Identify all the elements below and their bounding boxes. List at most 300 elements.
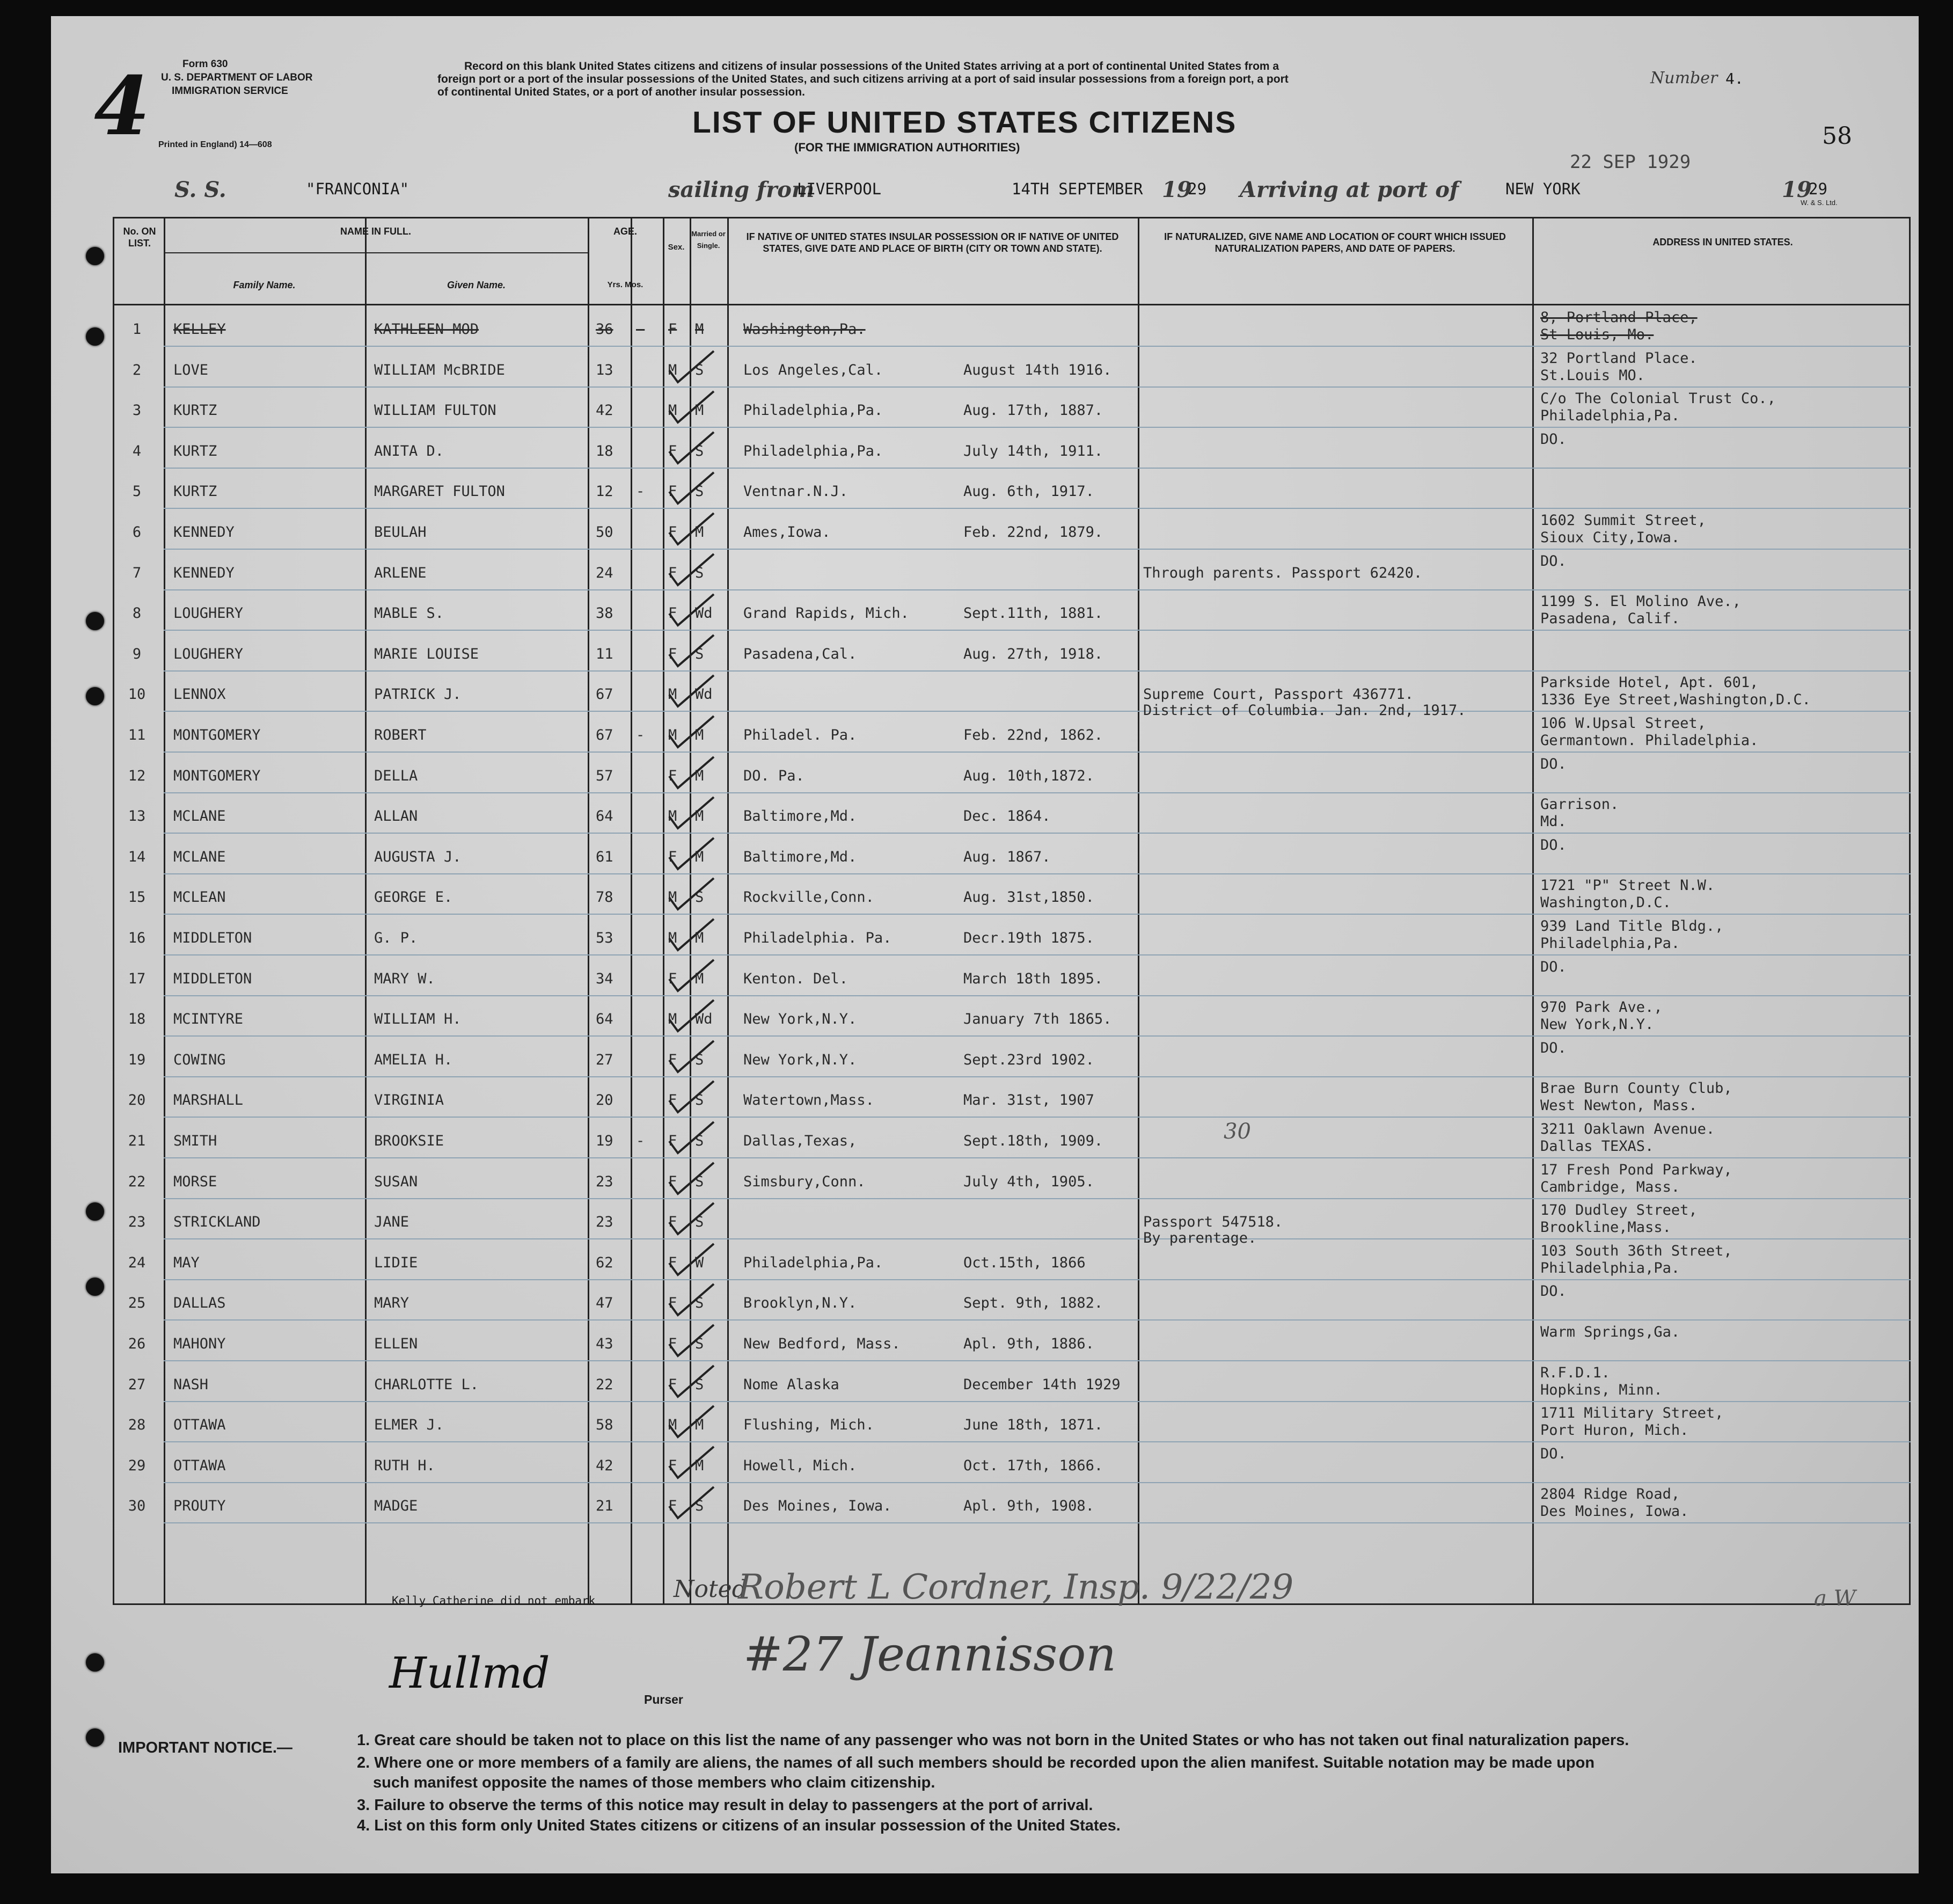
row-number: 28	[128, 1417, 146, 1434]
address-line-2: Cambridge, Mass.	[1540, 1178, 1680, 1195]
sex: F	[668, 442, 677, 459]
birth-date: Sept. 9th, 1882.	[963, 1295, 1103, 1312]
given-name: GEORGE E.	[374, 889, 453, 906]
family-name: LOVE	[173, 361, 209, 378]
age-months: -	[636, 1133, 645, 1149]
birth-place: Grand Rapids, Mich.	[743, 605, 909, 622]
family-name: COWING	[173, 1051, 226, 1068]
birth-date: December 14th 1929	[963, 1376, 1121, 1393]
birth-place: Ventnar.N.J.	[743, 483, 849, 500]
table-row	[51, 1118, 1911, 1158]
age-years: 50	[596, 524, 613, 541]
table-row	[51, 874, 1911, 915]
checkmark-icon	[668, 876, 716, 914]
address-line-2: Brookline,Mass.	[1540, 1219, 1671, 1236]
family-name: OTTAWA	[173, 1417, 226, 1434]
address-line-1: R.F.D.1.	[1540, 1364, 1611, 1381]
checkmark-icon	[668, 511, 716, 549]
family-name: LOUGHERY	[173, 645, 244, 662]
age-years: 23	[596, 1214, 613, 1231]
birth-date: Mar. 31st, 1907	[963, 1092, 1094, 1109]
checkmark-icon	[668, 1039, 716, 1076]
row-number: 21	[128, 1133, 146, 1149]
marital-status: M	[695, 402, 704, 419]
address-line-2: New York,N.Y.	[1540, 1016, 1654, 1033]
naturalization-info-2: District of Columbia. Jan. 2nd, 1917.	[1143, 702, 1466, 719]
birth-place: Kenton. Del.	[743, 970, 849, 987]
row-number: 30	[128, 1498, 146, 1515]
notice-item: 3. Failure to observe the terms of this notice may result in delay to passengers at the port of arrival.	[357, 1797, 1093, 1814]
birth-place: Los Angeles,Cal.	[743, 361, 883, 378]
inspector-signature: Robert L Cordner, Insp. 9/22/29	[738, 1567, 1294, 1607]
address-line-1: 170 Dudley Street,	[1540, 1202, 1698, 1219]
birth-place: Watertown,Mass.	[743, 1092, 874, 1109]
family-name: MIDDLETON	[173, 930, 252, 946]
birth-place: Washington,Pa.	[743, 321, 866, 338]
age-years: 57	[596, 767, 613, 784]
birth-place: Flushing, Mich.	[743, 1417, 874, 1434]
birth-date: Feb. 22nd, 1862.	[963, 727, 1103, 743]
given-name: WILLIAM FULTON	[374, 402, 496, 419]
birth-place: New York,N.Y.	[743, 1011, 857, 1028]
address-line-1: Brae Burn County Club,	[1540, 1080, 1732, 1097]
notice-item: 2. Where one or more members of a family are aliens, the names of all such members should be recorded upon the alien manifest. Suitable notation may be made upon	[357, 1754, 1595, 1771]
sex: M	[668, 402, 677, 419]
given-name: BROOKSIE	[374, 1133, 444, 1149]
col-header-no: No. ON LIST.	[123, 226, 156, 249]
birth-date: Sept.23rd 1902.	[963, 1051, 1094, 1068]
birth-date: Apl. 9th, 1908.	[963, 1498, 1094, 1515]
family-name: MIDDLETON	[173, 970, 252, 987]
sail-year: 29	[1188, 180, 1206, 198]
marital-status: S	[695, 1336, 704, 1352]
punch-hole	[86, 1728, 104, 1747]
row-number: 7	[132, 564, 142, 581]
table-row	[51, 753, 1911, 793]
table-row	[51, 509, 1911, 550]
family-name: MAHONY	[173, 1336, 226, 1352]
given-name: KATHLEEN MOD	[374, 321, 479, 338]
row-number: 25	[128, 1295, 146, 1312]
purser-signature: #27 Jeannisson	[743, 1626, 1116, 1682]
sex: F	[668, 1376, 677, 1393]
sex: F	[668, 1336, 677, 1352]
address-line-1: 17 Fresh Pond Parkway,	[1540, 1161, 1732, 1178]
given-name: VIRGINIA	[374, 1092, 444, 1109]
col-header-sex: Sex.	[668, 243, 685, 252]
row-number: 14	[128, 848, 146, 865]
address-line-2: Sioux City,Iowa.	[1540, 529, 1680, 546]
address-line-2: St.Louis MO.	[1540, 367, 1645, 384]
birth-date: Sept.18th, 1909.	[963, 1133, 1103, 1149]
count-mark: 30	[1224, 1119, 1251, 1144]
marital-status: M	[695, 1417, 704, 1434]
birth-place: Des Moines, Iowa.	[743, 1498, 892, 1515]
address-line-1: Parkside Hotel, Apt. 601,	[1540, 674, 1759, 691]
checkmark-icon	[668, 389, 716, 427]
age-years: 78	[596, 889, 613, 906]
checkmark-icon	[668, 755, 716, 792]
purser-label: Purser	[644, 1693, 683, 1706]
row-number: 1	[132, 321, 142, 338]
year-prefix: 19	[1162, 177, 1192, 202]
address-line-2: West Newton, Mass.	[1540, 1097, 1698, 1114]
family-name: MCLEAN	[173, 889, 226, 906]
table-row	[51, 590, 1911, 631]
birth-place: Pasadena,Cal.	[743, 645, 857, 662]
col-header-address: ADDRESS IN UNITED STATES.	[1652, 237, 1793, 247]
birth-place: Philadelphia,Pa.	[743, 402, 883, 419]
marital-status: S	[695, 442, 704, 459]
table-row	[51, 1239, 1911, 1280]
age-years: 58	[596, 1417, 613, 1434]
family-name: PROUTY	[173, 1498, 226, 1515]
birth-date: Feb. 22nd, 1879.	[963, 524, 1103, 541]
given-name: AUGUSTA J.	[374, 848, 462, 865]
birth-date: Aug. 10th,1872.	[963, 767, 1094, 784]
arrival-port: NEW YORK	[1505, 180, 1581, 198]
page-subtitle: (FOR THE IMMIGRATION AUTHORITIES)	[794, 141, 1020, 154]
table-row	[51, 428, 1911, 469]
instruction-line: foreign port or a port of the insular possessions of the United States, and such citizens arriving at a port of said insular possessions from a foreign port, a port	[437, 73, 1289, 85]
row-number: 22	[128, 1173, 146, 1190]
marital-status: S	[695, 361, 704, 378]
checkmark-icon	[668, 795, 716, 833]
row-number: 19	[128, 1051, 146, 1068]
given-name: ALLAN	[374, 808, 418, 825]
table-row	[51, 468, 1911, 509]
purser-signature-mark: Hullmd	[389, 1648, 550, 1698]
given-name: MARY	[374, 1295, 409, 1312]
family-name: LOUGHERY	[173, 605, 244, 622]
age-years: 24	[596, 564, 613, 581]
ss-label: S. S.	[174, 177, 226, 202]
table-header-rule	[113, 304, 1911, 305]
checkmark-icon	[668, 1445, 716, 1482]
checkmark-icon	[668, 1120, 716, 1157]
arriving-label: Arriving at port of	[1240, 177, 1459, 202]
birth-date: Apl. 9th, 1886.	[963, 1336, 1094, 1352]
address-line-1: 2804 Ridge Road,	[1540, 1486, 1680, 1503]
table-top-rule	[113, 217, 1911, 218]
address-line-2: Md.	[1540, 813, 1567, 830]
age-years: 42	[596, 1457, 613, 1474]
family-name: OTTAWA	[173, 1457, 226, 1474]
sex: F	[668, 483, 677, 500]
given-name: MARY W.	[374, 970, 435, 987]
marital-status: M	[695, 808, 704, 825]
address-line-2: Washington,D.C.	[1540, 894, 1671, 911]
marital-status: Wd	[695, 686, 713, 703]
family-name: MORSE	[173, 1173, 217, 1190]
sex: M	[668, 686, 677, 703]
age-years: 67	[596, 686, 613, 703]
table-row	[51, 793, 1911, 834]
birth-date: January 7th 1865.	[963, 1011, 1112, 1028]
col-header-yrs-mos: Yrs. Mos.	[607, 280, 643, 289]
marital-status: M	[695, 767, 704, 784]
family-name: MCLANE	[173, 808, 226, 825]
checkmark-icon	[668, 1161, 716, 1198]
birth-date: Oct. 17th, 1866.	[963, 1457, 1103, 1474]
sailing-label: sailing from	[668, 177, 815, 202]
given-name: MARIE LOUISE	[374, 645, 479, 662]
table-row	[51, 996, 1911, 1037]
address-line-1: 106 W.Upsal Street,	[1540, 715, 1706, 732]
number-value: 4.	[1725, 70, 1744, 87]
birth-place: Brooklyn,N.Y.	[743, 1295, 857, 1312]
address-line-1: 1602 Summit Street,	[1540, 512, 1706, 529]
address-line-2: St Louis, Mo.	[1540, 326, 1654, 343]
header-subrule	[164, 252, 588, 253]
sex: F	[668, 1295, 677, 1312]
age-years: 36	[596, 321, 613, 338]
birth-place: Howell, Mich.	[743, 1457, 857, 1474]
checkmark-icon	[668, 633, 716, 670]
given-name: WILLIAM H.	[374, 1011, 462, 1028]
page-number: 58	[1822, 122, 1852, 150]
col-header-family: Family Name.	[233, 280, 296, 290]
age-years: 19	[596, 1133, 613, 1149]
age-months: -	[636, 727, 645, 743]
birth-date: Sept.11th, 1881.	[963, 605, 1103, 622]
birth-place: Philadelphia,Pa.	[743, 1254, 883, 1271]
address-line-1: 1721 "P" Street N.W.	[1540, 877, 1715, 894]
table-row	[51, 712, 1911, 753]
marital-status: S	[695, 1133, 704, 1149]
checkmark-icon	[668, 836, 716, 873]
col-header-native: IF NATIVE OF UNITED STATES INSULAR POSSESSION OR IF NATIVE OF UNITED STATES, GIVE DATE AND PLACE OF BIRTH (CITY OR TOWN AND STATE).	[746, 231, 1119, 254]
marital-status: W	[695, 1254, 704, 1271]
given-name: JANE	[374, 1214, 409, 1231]
sex: F	[668, 1254, 677, 1271]
birth-date: July 4th, 1905.	[963, 1173, 1094, 1190]
given-name: CHARLOTTE L.	[374, 1376, 479, 1393]
address-line-1: DO.	[1540, 836, 1567, 853]
instruction-line: of continental United States, or a port of another insular possession.	[437, 86, 805, 98]
row-number: 18	[128, 1011, 146, 1028]
birth-place: Dallas,Texas,	[743, 1133, 857, 1149]
given-name: ANITA D.	[374, 442, 444, 459]
table-row	[51, 1361, 1911, 1402]
birth-place: Baltimore,Md.	[743, 848, 857, 865]
checkmark-icon	[668, 673, 716, 711]
sex: M	[668, 1417, 677, 1434]
naturalization-info: Through parents. Passport 62420.	[1143, 564, 1423, 581]
table-row	[51, 834, 1911, 874]
birth-date: June 18th, 1871.	[963, 1417, 1103, 1434]
number-label: Number	[1650, 69, 1718, 87]
family-name: MAY	[173, 1254, 200, 1271]
table-row	[51, 1037, 1911, 1077]
sex: F	[668, 1092, 677, 1109]
address-line-1: DO.	[1540, 755, 1567, 772]
handwritten-mark: 4	[94, 59, 150, 154]
row-number: 6	[132, 524, 142, 541]
given-name: MABLE S.	[374, 605, 444, 622]
family-name: SMITH	[173, 1133, 217, 1149]
birth-place: New Bedford, Mass.	[743, 1336, 901, 1352]
checkmark-icon	[668, 1485, 716, 1522]
address-line-1: 103 South 36th Street,	[1540, 1242, 1732, 1259]
row-number: 10	[128, 686, 146, 703]
birth-date: Oct.15th, 1866	[963, 1254, 1086, 1271]
instruction-line: Record on this blank United States citizens and citizens of insular possessions of the United States arriving at a port of continental United States from a	[464, 60, 1279, 72]
noted-handwritten: Noted	[674, 1575, 747, 1603]
family-name: NASH	[173, 1376, 209, 1393]
naturalization-info: Supreme Court, Passport 436771.	[1143, 686, 1414, 703]
naturalization-info-2: By parentage.	[1143, 1230, 1257, 1247]
age-years: 11	[596, 645, 613, 662]
family-name: KURTZ	[173, 442, 217, 459]
age-years: 18	[596, 442, 613, 459]
sex: F	[668, 1051, 677, 1068]
row-rule	[164, 1522, 1911, 1523]
family-name: MARSHALL	[173, 1092, 244, 1109]
printed-note: Printed in England) 14—608	[158, 140, 272, 149]
birth-place: Nome Alaska	[743, 1376, 839, 1393]
table-row	[51, 1280, 1911, 1321]
notice-item: 1. Great care should be taken not to place on this list the name of any passenger who was not born in the United States or who has not taken out final naturalization papers.	[357, 1732, 1629, 1749]
birth-place: Philadel. Pa.	[743, 727, 857, 743]
year-prefix-2: 19	[1782, 177, 1812, 202]
given-name: MARGARET FULTON	[374, 483, 505, 500]
family-name: KENNEDY	[173, 524, 235, 541]
age-years: 34	[596, 970, 613, 987]
checkmark-icon	[668, 1404, 716, 1441]
marital-status: S	[695, 1092, 704, 1109]
birth-place: Rockville,Conn.	[743, 889, 874, 906]
address-line-1: 8, Portland Place,	[1540, 309, 1698, 326]
row-number: 13	[128, 808, 146, 825]
sex: F	[668, 321, 677, 338]
address-line-2: Philadelphia,Pa.	[1540, 407, 1680, 425]
row-number: 20	[128, 1092, 146, 1109]
address-line-1: DO.	[1540, 552, 1567, 570]
address-line-2: Port Huron, Mich.	[1540, 1422, 1689, 1439]
marital-status: M	[695, 848, 704, 865]
marital-status: S	[695, 1051, 704, 1068]
given-name: BEULAH	[374, 524, 427, 541]
marital-status: S	[695, 564, 704, 581]
notice-item: such manifest opposite the names of those members who claim citizenship.	[373, 1774, 935, 1791]
birth-date: March 18th 1895.	[963, 970, 1103, 987]
family-name: DALLAS	[173, 1295, 226, 1312]
address-line-1: C/o The Colonial Trust Co.,	[1540, 390, 1776, 407]
family-name: MONTGOMERY	[173, 767, 261, 784]
age-years: 62	[596, 1254, 613, 1271]
punch-hole	[86, 1653, 104, 1672]
address-line-1: DO.	[1540, 1283, 1567, 1300]
age-years: 38	[596, 605, 613, 622]
sex: M	[668, 889, 677, 906]
birth-date: Aug. 31st,1850.	[963, 889, 1094, 906]
marital-status: S	[695, 1214, 704, 1231]
row-number: 11	[128, 727, 146, 743]
row-number: 24	[128, 1254, 146, 1271]
age-years: 67	[596, 727, 613, 743]
table-row	[51, 671, 1911, 719]
given-name: ROBERT	[374, 727, 427, 743]
sex: F	[668, 564, 677, 581]
address-line-1: Garrison.	[1540, 796, 1619, 813]
address-line-1: 1199 S. El Molino Ave.,	[1540, 593, 1741, 610]
date-stamp: 22 SEP 1929	[1570, 151, 1691, 173]
table-row	[51, 1442, 1911, 1483]
family-name: LENNOX	[173, 686, 226, 703]
sex: M	[668, 808, 677, 825]
address-line-2: Des Moines, Iowa.	[1540, 1503, 1689, 1520]
checkmark-icon	[668, 958, 716, 995]
row-number: 2	[132, 361, 142, 378]
row-number: 5	[132, 483, 142, 500]
row-number: 3	[132, 402, 142, 419]
given-name: SUSAN	[374, 1173, 418, 1190]
address-line-1: 970 Park Ave.,	[1540, 999, 1663, 1016]
col-header-age: AGE.	[613, 226, 637, 237]
checkmark-icon	[668, 998, 716, 1035]
address-line-1: 32 Portland Place.	[1540, 349, 1698, 367]
table-row	[51, 955, 1911, 996]
col-header-married: Married or Single.	[691, 230, 726, 250]
sex: F	[668, 1498, 677, 1515]
age-years: 22	[596, 1376, 613, 1393]
sex: F	[668, 1214, 677, 1231]
address-line-1: 1711 Military Street,	[1540, 1405, 1724, 1422]
address-line-2: Dallas TEXAS.	[1540, 1138, 1654, 1155]
birth-place: Philadelphia. Pa.	[743, 930, 892, 946]
marital-status: M	[695, 321, 704, 338]
row-number: 23	[128, 1214, 146, 1231]
birth-date: July 14th, 1911.	[963, 442, 1103, 459]
sex: F	[668, 524, 677, 541]
age-years: 42	[596, 402, 613, 419]
family-name: MCLANE	[173, 848, 226, 865]
table-row	[51, 1321, 1911, 1361]
sex: F	[668, 848, 677, 865]
address-line-2: Philadelphia,Pa.	[1540, 935, 1680, 952]
given-name: DELLA	[374, 767, 418, 784]
marital-status: Wd	[695, 1011, 713, 1028]
birth-date: Aug. 27th, 1918.	[963, 645, 1103, 662]
age-years: 43	[596, 1336, 613, 1352]
marital-status: S	[695, 645, 704, 662]
col-header-name: NAME IN FULL.	[340, 226, 411, 237]
marital-status: M	[695, 970, 704, 987]
marital-status: M	[695, 930, 704, 946]
family-name: KURTZ	[173, 483, 217, 500]
birth-place: Baltimore,Md.	[743, 808, 857, 825]
table-row	[51, 1483, 1911, 1523]
row-number: 27	[128, 1376, 146, 1393]
marital-status: M	[695, 1457, 704, 1474]
row-number: 12	[128, 767, 146, 784]
checkmark-icon	[668, 1201, 716, 1238]
address-line-1: DO.	[1540, 1445, 1567, 1462]
checkmark-icon	[668, 1079, 716, 1117]
table-row	[51, 550, 1911, 590]
punch-hole	[86, 247, 104, 265]
form-number: Form 630	[182, 59, 228, 70]
address-line-2: Pasadena, Calif.	[1540, 610, 1680, 628]
age-months: -	[636, 321, 645, 338]
birth-place: New York,N.Y.	[743, 1051, 857, 1068]
family-name: KURTZ	[173, 402, 217, 419]
age-years: 64	[596, 1011, 613, 1028]
marital-status: S	[695, 1173, 704, 1190]
age-years: 47	[596, 1295, 613, 1312]
service: IMMIGRATION SERVICE	[172, 85, 288, 97]
